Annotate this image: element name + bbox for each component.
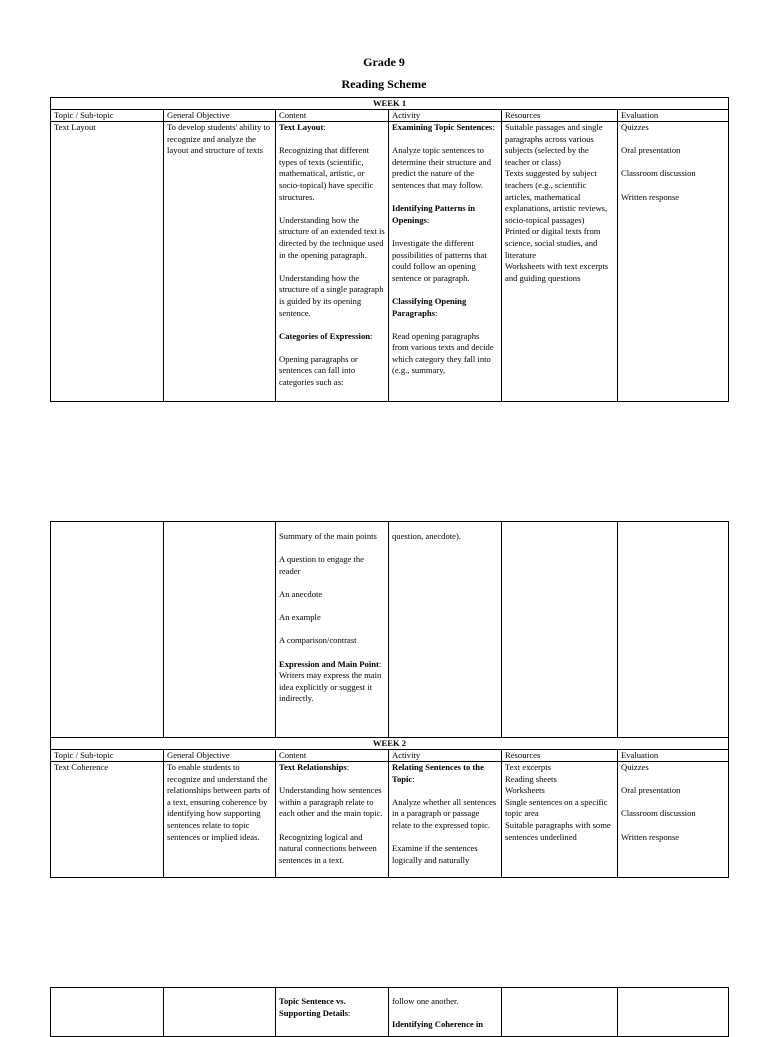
resource-item: Suitable passages and single paragraphs across various subjects (selected by the teacher or class) <box>505 122 603 167</box>
activity-cell <box>389 522 502 738</box>
table-row <box>51 522 729 738</box>
evaluation-cell <box>618 122 729 402</box>
cell-paragraph <box>279 145 385 203</box>
resource-item: Printed or digital texts from science, social studies, and literature <box>505 226 601 260</box>
cell-paragraph <box>279 659 385 705</box>
table-row <box>51 988 729 1037</box>
topic-cell <box>51 522 164 738</box>
cell-paragraph <box>279 273 385 319</box>
bold-heading: Examining Topic Sentences <box>392 122 493 132</box>
cell-paragraph <box>392 296 498 319</box>
evaluation-item: Oral presentation <box>621 785 681 796</box>
resource-item: Reading sheets <box>505 773 557 784</box>
content-cell <box>276 122 389 402</box>
paragraph-text: follow one another. <box>392 996 459 1006</box>
objective-cell <box>164 988 276 1037</box>
cell-paragraph <box>392 762 498 785</box>
cell-paragraph <box>279 215 385 261</box>
cell-paragraph <box>392 203 498 226</box>
paragraph-text: Opening paragraphs or sentences can fall into categories such as: <box>279 353 358 388</box>
bold-heading: Expression and Main Point <box>279 658 379 669</box>
cell-paragraph <box>392 331 498 377</box>
cell-paragraph <box>279 612 385 624</box>
paragraph-text: Summary of the main points <box>279 531 377 541</box>
activity-cell <box>389 762 502 878</box>
document-subtitle: Reading Scheme <box>341 77 427 91</box>
resources-cell <box>502 762 618 878</box>
cell-paragraph <box>279 785 385 820</box>
cell-paragraph <box>392 238 498 284</box>
paragraph-text: Understanding how the structure of a single paragraph is guided by its opening sentence. <box>279 272 384 318</box>
header-resources: Resources <box>502 110 618 122</box>
evaluation-item: Quizzes <box>621 122 649 132</box>
cell-paragraph <box>392 122 498 134</box>
week2-table <box>50 521 729 878</box>
resources-cell <box>502 522 618 738</box>
evaluation-item: Classroom discussion <box>621 168 696 179</box>
header-objective: General Objective <box>164 750 276 762</box>
bold-heading: Text Relationships <box>279 762 347 772</box>
document-title: Grade 9 <box>363 55 405 69</box>
bold-heading: Relating Sentences to the Topic <box>392 762 484 784</box>
paragraph-text: Recognizing logical and natural connections between sentences in a text. <box>279 831 377 865</box>
evaluation-item: Oral presentation <box>621 145 681 156</box>
cell-paragraph <box>279 832 385 867</box>
content-cell <box>276 522 389 738</box>
evaluation-cell <box>618 762 729 878</box>
cell-paragraph <box>392 843 498 866</box>
paragraph-text: : <box>348 1007 351 1018</box>
paragraph-text: Understanding how sentences within a paragraph relate to each other and the main topic. <box>279 785 383 819</box>
bold-heading: Topic Sentence vs. Supporting Details <box>279 996 349 1018</box>
header-activity: Activity <box>389 110 502 122</box>
cell-paragraph <box>392 1019 498 1031</box>
resources-cell <box>502 122 618 402</box>
header-evaluation: Evaluation <box>618 110 729 122</box>
evaluation-cell <box>618 522 729 738</box>
cell-paragraph <box>279 762 385 774</box>
paragraph-text: question, anecdote). <box>392 531 461 541</box>
bold-heading: Identifying Patterns in Openings <box>392 203 476 225</box>
paragraph-text: : Writers may express the main idea explicitly or suggest it indirectly. <box>279 658 382 704</box>
paragraph-text: : <box>370 330 373 341</box>
topic-cell: Text Layout <box>51 122 164 402</box>
cell-paragraph <box>279 354 385 389</box>
header-resources: Resources <box>502 750 618 762</box>
resources-cell <box>502 988 618 1037</box>
cell-paragraph <box>279 122 385 134</box>
paragraph-text: Understanding how the structure of an extended text is directed by the technique used in the opening paragraph. <box>279 214 385 260</box>
bold-heading: Text Layout <box>279 122 324 132</box>
cell-paragraph <box>279 531 385 543</box>
paragraph-text: : <box>323 122 326 132</box>
bold-heading: Classifying Opening Paragraphs <box>392 295 467 318</box>
paragraph-text: A question to engage the reader <box>279 554 364 576</box>
activity-cell <box>389 988 502 1037</box>
activity-cell <box>389 122 502 402</box>
paragraph-text: : <box>412 773 415 784</box>
content-cell <box>276 988 389 1037</box>
header-topic: Topic / Sub-topic <box>51 750 164 762</box>
resource-item: Suitable paragraphs with some sentences underlined <box>505 819 611 842</box>
cell-paragraph <box>392 145 498 191</box>
cell-paragraph <box>392 531 498 543</box>
header-content: Content <box>276 110 389 122</box>
cell-paragraph <box>279 554 385 577</box>
paragraph-text: An example <box>279 612 321 623</box>
header-row <box>51 110 729 122</box>
paragraph-text: Investigate the different possibilities of patterns that could follow an opening sentence or paragraph. <box>392 237 487 283</box>
table-row <box>51 122 729 402</box>
evaluation-item: Quizzes <box>621 762 649 772</box>
resource-item: Worksheets <box>505 785 545 796</box>
evaluation-cell <box>618 988 729 1037</box>
objective-cell <box>164 522 276 738</box>
evaluation-item: Classroom discussion <box>621 808 696 819</box>
content-cell <box>276 762 389 878</box>
week-label: WEEK 1 <box>51 98 729 110</box>
cell-paragraph <box>392 996 498 1008</box>
resource-item: Worksheets with text excerpts and guiding questions <box>505 261 609 283</box>
paragraph-text: An anecdote <box>279 588 323 599</box>
cell-paragraph <box>279 635 385 647</box>
resource-item: Single sentences on a specific topic area <box>505 796 608 819</box>
topic-cell <box>51 988 164 1037</box>
header-evaluation: Evaluation <box>618 750 729 762</box>
paragraph-text: : <box>434 307 438 318</box>
header-activity: Activity <box>389 750 502 762</box>
week1-table <box>50 97 729 402</box>
objective-cell: To enable students to recognize and understand the relationships between parts of a text, ensuring coherence by identifying how supporting sentences relate to topic sentences or implied ideas. <box>164 762 276 878</box>
bold-heading: Categories of Expression <box>279 330 371 341</box>
paragraph-text: Analyze whether all sentences in a paragraph or passage relate to the expressed topic. <box>392 796 497 830</box>
week2-continued-table <box>50 987 729 1037</box>
header-row <box>51 750 729 762</box>
resource-item: Text excerpts <box>505 762 551 772</box>
header-topic: Topic / Sub-topic <box>51 110 164 122</box>
paragraph-text: Analyze topic sentences to determine their structure and predict the nature of the sentences that may follow. <box>392 145 492 190</box>
cell-paragraph <box>392 797 498 832</box>
bold-heading: Identifying Coherence in <box>392 1019 484 1030</box>
table-row <box>51 762 729 878</box>
paragraph-text: : <box>426 214 430 225</box>
evaluation-item: Written response <box>621 831 680 842</box>
paragraph-text: : <box>346 762 350 772</box>
cell-paragraph <box>279 589 385 601</box>
cell-paragraph <box>279 996 385 1019</box>
topic-cell: Text Coherence <box>51 762 164 878</box>
header-content: Content <box>276 750 389 762</box>
resource-item: Texts suggested by subject teachers (e.g., scientific articles, mathematical explanations, artistic reviews, socio-topical passages) <box>505 168 608 225</box>
paragraph-text: Read opening paragraphs from various texts and decide which category they fall into (e.g., summary, <box>392 330 494 376</box>
objective-cell: To develop students' ability to recognize and analyze the layout and structure of texts <box>164 122 276 402</box>
cell-paragraph <box>279 331 385 343</box>
week-label: WEEK 2 <box>51 738 729 750</box>
header-objective: General Objective <box>164 110 276 122</box>
paragraph-text: A comparison/contrast <box>279 635 357 646</box>
evaluation-item: Written response <box>621 191 680 202</box>
paragraph-text: Recognizing that different types of texts (scientific, mathematical, artistic, or socio-topical) have specific structures. <box>279 145 374 202</box>
paragraph-text: Examine if the sentences logically and naturally <box>392 843 478 865</box>
paragraph-text: : <box>492 122 495 132</box>
